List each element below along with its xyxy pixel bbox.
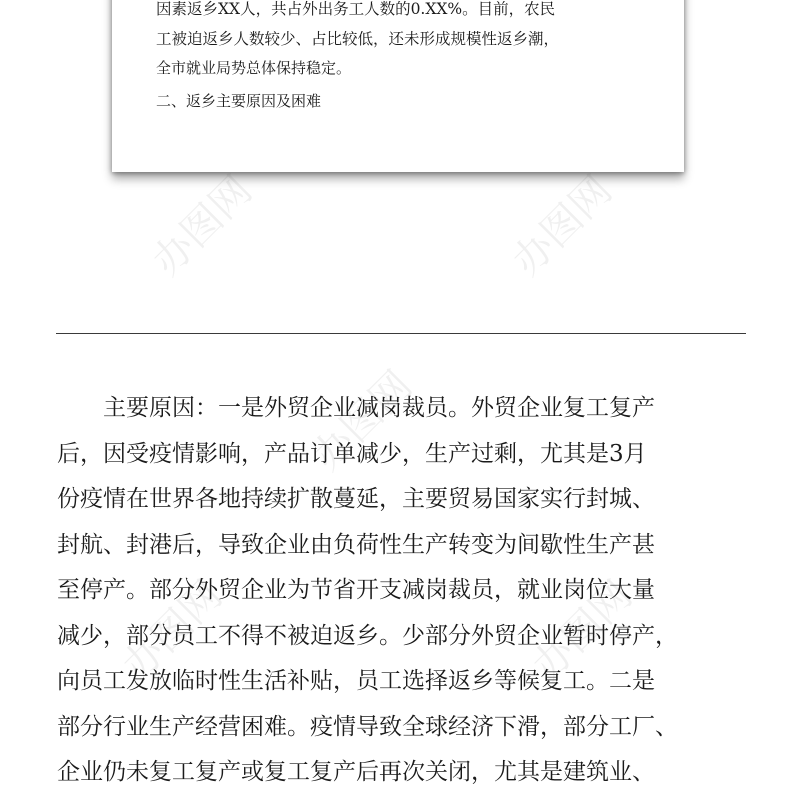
paragraph-line: 后，因受疫情影响，产品订单减少，生产过剩，尤其是3月: [57, 440, 647, 467]
watermark: 办图网: [143, 167, 262, 285]
watermark: 办图网: [113, 572, 232, 690]
divider-rule: [56, 333, 746, 334]
paragraph-line: 至停产。部分外贸企业为节省开支减岗裁员，就业岗位大量: [57, 577, 655, 603]
paragraph-line: 封航、封港后，导致企业由负荷性生产转变为间歇性生产甚: [57, 531, 655, 558]
paragraph-line: 主要原因：一是外贸企业减岗裁员。外贸企业复工复产: [57, 395, 655, 421]
card-line: 全市就业局势总体保持稳定。: [156, 59, 352, 77]
paragraph-line: 份疫情在世界各地持续扩散蔓延，主要贸易国家实行封城、: [57, 486, 655, 512]
watermark: 办图网: [303, 362, 422, 480]
card-section-heading: 二、返乡主要原因及困难: [156, 92, 322, 110]
card-line: 因素返乡XX人，共占外出务工人数的0.XX%。目前，农民: [156, 0, 556, 18]
body-paragraph: [57, 386, 757, 796]
paragraph-line: 部分行业生产经营困难。疫情导致全球经济下滑，部分工厂、: [57, 713, 678, 740]
paragraph-line: 企业仍未复工复产或复工复产后再次关闭，尤其是建筑业、: [57, 759, 655, 785]
watermark: 办图网: [503, 167, 622, 285]
paragraph-line: 向员工发放临时性生活补贴，员工选择返乡等候复工。二是: [57, 668, 655, 694]
card-line: 工被迫返乡人数较少、占比较低，还未形成规模性返乡潮，: [156, 30, 560, 48]
watermark: 办图网: [523, 572, 642, 690]
paragraph-line: 减少，部分员工不得不被迫返乡。少部分外贸企业暂时停产，: [57, 622, 678, 649]
